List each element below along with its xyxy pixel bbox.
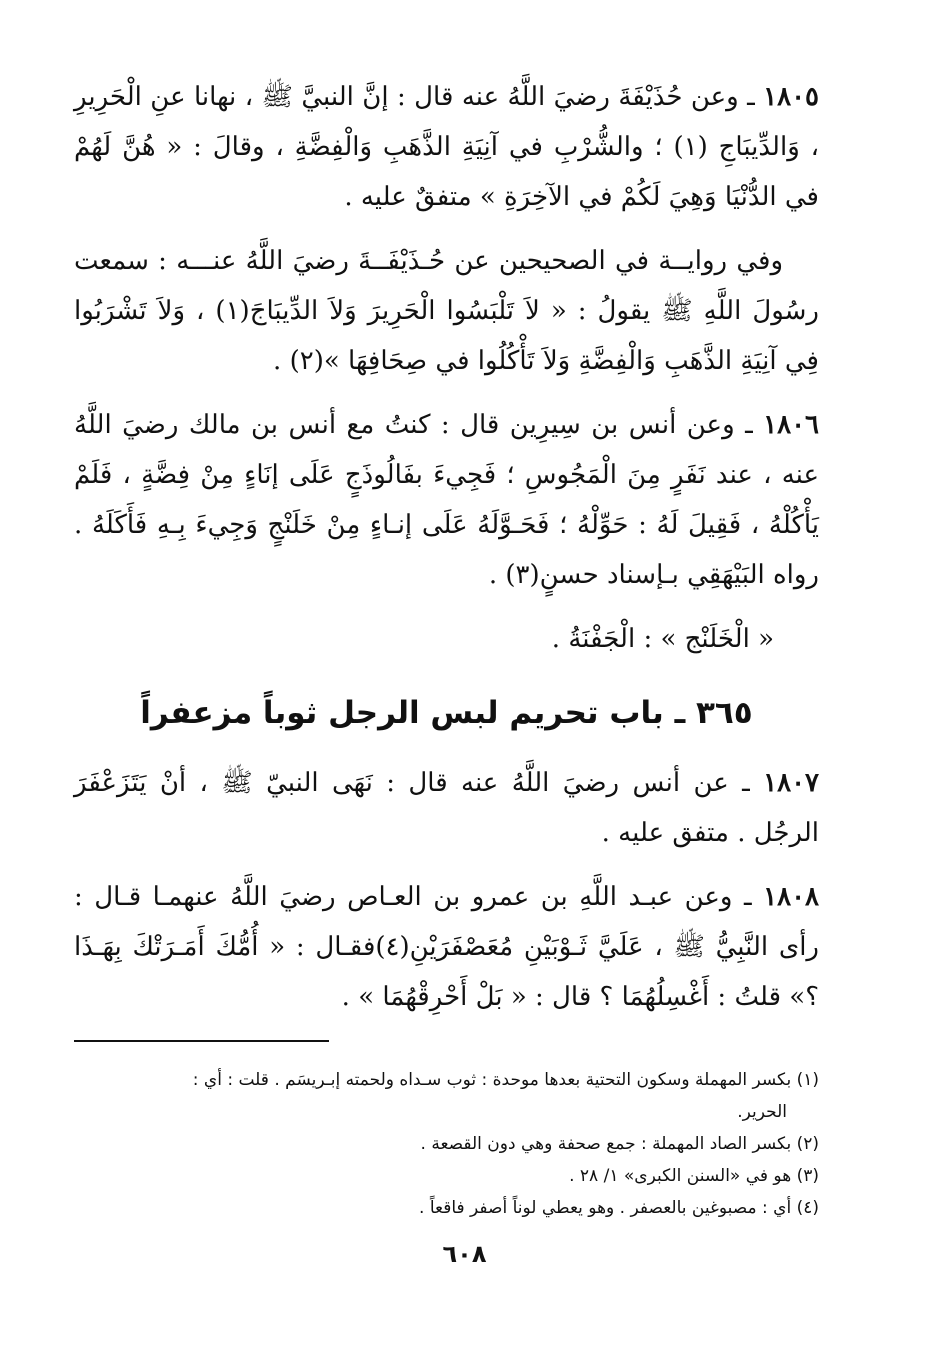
hadith-text: ـ وعن حُذَيْفَةَ رضيَ اللَّهُ عنه قال : إنَّ النبيَّ ﷺ ، نهانا عنِ الْحَرِيرِ ، وَالدِّيبَاجِ (١) ؛ والشُّرْبِ في آنِيَةِ الذَّهَبِ وَالْفِضَّةِ ، وقالَ : « هُنَّ لَهُمْ في الدُّنْيَا وَهِيَ لَكُمْ في الآخِرَةِ » متفقٌ عليه .: [74, 82, 820, 212]
hadith-1805: [74, 72, 819, 222]
page-body: [74, 72, 819, 1224]
chapter-title: ٣٦٥ ـ باب تحريم لبس الرجل ثوباً مزعفراً: [140, 695, 753, 731]
hadith-1808: [74, 872, 819, 1022]
hadith-number: ١٨٠٥: [763, 82, 819, 112]
footnote-1: (١) بكسر المهملة وسكون التحتية بعدها موحدة : ثوب سـداه ولحمته إبـريسَم . قلت : أي : الحرير.: [192, 1070, 819, 1122]
page-number: ٦٠٨: [442, 1240, 487, 1268]
hadith-text: ـ وعن أنس بن سِيرِين قال : كنتُ مع أنس بن مالك رضيَ اللَّهُ عنه ، عند نَفَرٍ مِنَ الْمَجُوسِ ؛ فَجِيءَ بفَالُوذَجٍ عَلَى إنَاءٍ مِنْ فِضَّةٍ ، فَلَمْ يَأْكُلْهُ ، فَقِيلَ لَهُ : حَوِّلْهُ ؛ فَحَـوَّلَهُ عَلَى إنـاءٍ مِنْ خَلَنْجٍ وَجِيءَ بِـهِ فَأَكَلَهُ . رواه البَيْهَقِي بـإسناد حسنٍ(٣) .: [74, 410, 819, 590]
word-gloss: « الْخَلَنْج » : الْجَفْنَةُ .: [551, 624, 774, 654]
hadith-text: ـ عن أنس رضيَ اللَّهُ عنه قال : نَهَى النبيّ ﷺ ، أنْ يَتَزَعْفَرَ الرجُل . متفق عليه .: [74, 768, 819, 848]
hadith-text: ـ وعن عبـد اللَّهِ بن عمرو بن العـاص رضيَ اللَّهُ عنهمـا قـال : رأى النَّبِيُّ ﷺ ، عَلَيَّ ثَـوْبَيْنِ مُعَصْفَرَيْنِ(٤)فقـال : « أُمُّكَ أَمَـرَتْكَ بِهَـذَا ؟» قلتُ : أَغْسِلُهُمَا ؟ قال : « بَلْ أَحْرِقْهُمَا » .: [74, 882, 819, 1012]
hadith-number: ١٨٠٦: [763, 410, 819, 440]
hadith-1807: [74, 758, 819, 858]
hadith-1806: [74, 400, 819, 600]
footnote-2: (٢) بكسر الصاد المهملة : جمع صحفة وهي دون القصعة .: [420, 1134, 819, 1154]
hadith-number: ١٨٠٧: [763, 768, 819, 798]
hadith-text: وفي روايــة في الصحيحين عن حُـذَيْفَــةَ رضيَ اللَّهُ عنـــه : سمعت رسُولَ اللَّهِ ﷺ يقولُ : « لاَ تَلْبَسُوا الْحَرِيرَ وَلاَ الدِّيبَاجَ(١) ، وَلاَ تَشْرَبُوا فِي آنِيَةِ الذَّهَبِ وَالْفِضَّةِ وَلاَ تَأْكُلُوا في صِحَافِهَا »(٢) .: [74, 246, 819, 376]
hadith-1805-variant: [74, 236, 819, 386]
footnote-separator: [74, 1040, 329, 1042]
footnote-4: (٤) أي : مصبوغين بالعصفر . وهو يعطي لوناً أصفر فاقعاً .: [419, 1198, 819, 1218]
footnote-3: (٣) هو في «السنن الكبرى» ١/ ٢٨ .: [569, 1166, 819, 1186]
hadith-number: ١٨٠٨: [763, 882, 819, 912]
footnotes: [74, 1064, 819, 1224]
